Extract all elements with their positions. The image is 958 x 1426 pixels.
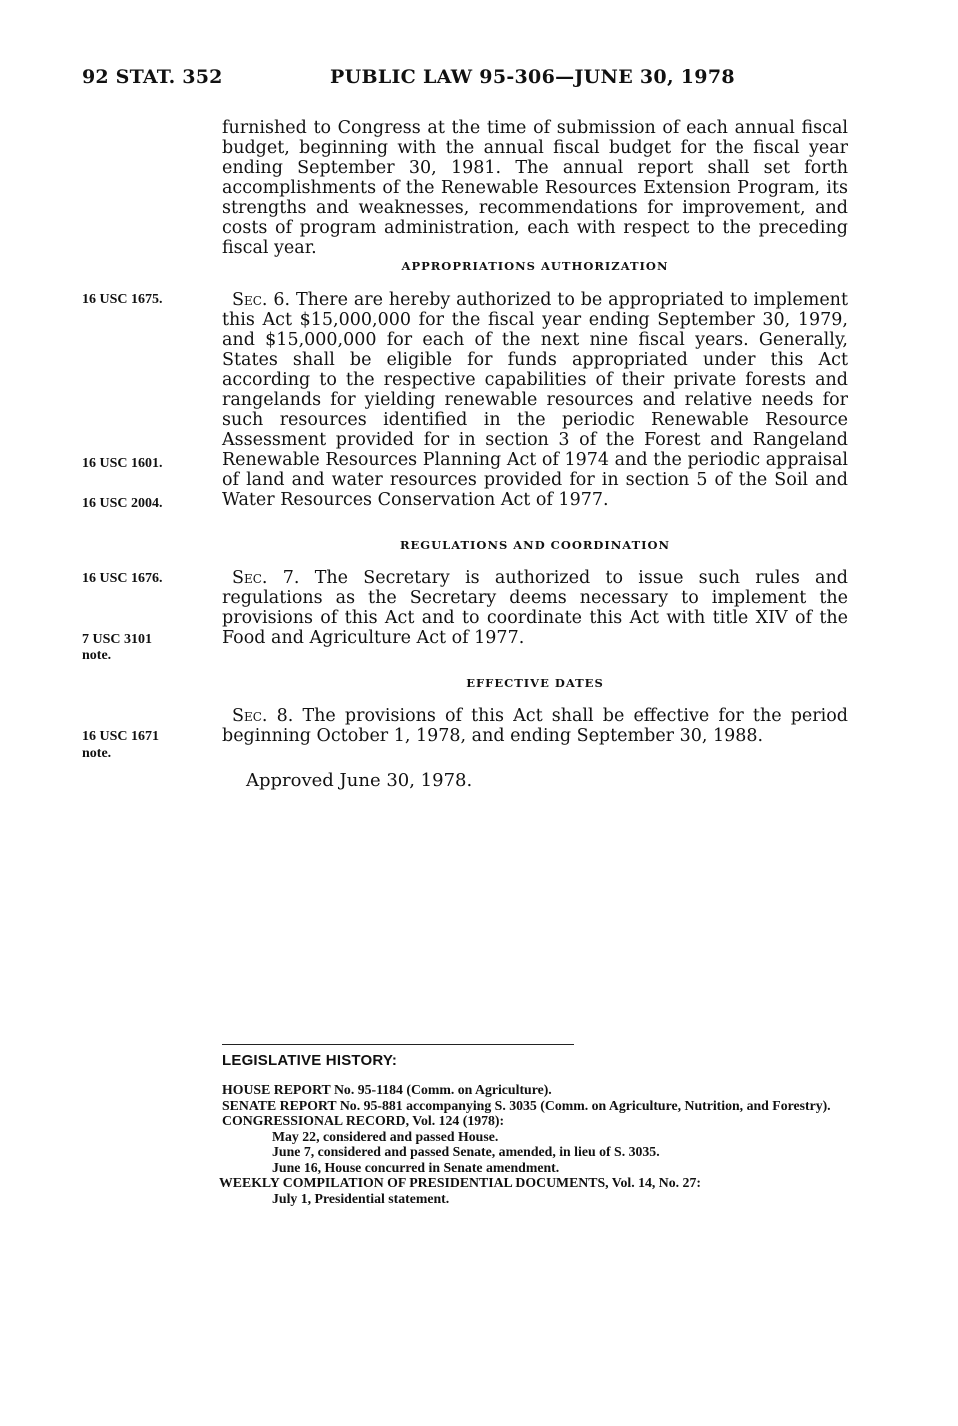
margin-note-16-usc-1675: 16 USC 1675. [82,292,163,307]
margin-note-16-usc-2004: 16 USC 2004. [82,496,163,511]
weekly-item: July 1, Presidential statement. [272,1190,450,1206]
margin-note-16-usc-1601: 16 USC 1601. [82,456,163,471]
section-8-paragraph [222,706,848,746]
record-item-3: June 16, House concurred in Senate amendment. [272,1159,560,1175]
section-6 [222,290,848,510]
page-header-title: PUBLIC LAW 95-306—JUNE 30, 1978 [330,66,735,88]
weekly-compilation: WEEKLY COMPILATION OF PRESIDENTIAL DOCUMENTS, Vol. 14, No. 27: [219,1175,701,1190]
legislative-history-divider [222,1044,574,1045]
legislative-history-title: LEGISLATIVE HISTORY: [222,1052,398,1069]
section-6-paragraph [222,290,848,510]
section-7 [222,568,848,648]
intro-paragraph [222,118,848,258]
section-7-paragraph [222,568,848,648]
margin-note-16-usc-1671: 16 USC 1671 [82,729,160,744]
section-8 [222,706,848,746]
section-heading-regulations: REGULATIONS AND COORDINATION [399,538,671,552]
section-7-text: The Secretary is authorized to issue such rules and regulations as the Secretary deems necessary to implement the provisions of this Act and to coordinate this Act with title XIV of the Food and Agriculture Act of 1977. [222,568,848,648]
record-item-1: May 22, considered and passed House. [272,1128,499,1144]
intro-paragraph-text: furnished to Congress at the time of submission of each annual fiscal budget, beginning with the annual fiscal budget for the fiscal year ending September 30, 1981. The annual report shall set forth accomplishments of the Renewable Resources Extension Program, its strengths and weaknesses, recommendations for improvement, and costs of program administration, each with respect to the preceding fiscal year. [222,118,848,258]
margin-note-note-2: note. [82,746,112,761]
section-6-text: There are hereby authorized to be appropriated to implement this Act $15,000,000 for the fiscal year ending September 30, 1979, and $15,000,000 for each of the next nine fiscal years. Generally, States shall be eligible for funds appropriated under this Act according to the respective capabilities of their private forests and rangelands for yielding renewable resources and relative needs for such resources identified in the periodic Renewable Resource Assessment provided for in section 3 of the Forest and Rangeland Renewable Resources Planning Act of 1974 and the periodic appraisal of land and water resources provided for in section 5 of the Soil and Water Resources Conservation Act of 1977. [222,290,848,510]
section-8-label: Sec. 8. [232,706,294,726]
congressional-record: CONGRESSIONAL RECORD, Vol. 124 (1978): [222,1113,505,1128]
section-6-label: Sec. 6. [232,290,291,310]
legislative-history-body [219,1082,862,1206]
section-8-text: The provisions of this Act shall be effective for the period beginning October 1, 1978, and ending September 30, 1988. [222,706,848,746]
record-item-2: June 7, considered and passed Senate, amended, in lieu of S. 3035. [272,1144,660,1159]
senate-report: SENATE REPORT No. 95-881 accompanying S. 3035 (Comm. on Agriculture, Nutrition, and Forestry). [222,1097,831,1113]
section-7-label: Sec. 7. [232,568,300,588]
margin-note-16-usc-1676: 16 USC 1676. [82,571,163,586]
approved-date: Approved June 30, 1978. [246,770,473,791]
margin-note-7-usc-3101: 7 USC 3101 [82,632,153,647]
section-heading-appropriations: APPROPRIATIONS AUTHORIZATION [401,259,669,273]
margin-note-note-1: note. [82,648,112,663]
house-report: HOUSE REPORT No. 95-1184 (Comm. on Agriculture). [222,1082,552,1097]
section-heading-effective-dates: EFFECTIVE DATES [466,676,604,690]
page-stat-number: 92 STAT. 352 [82,66,223,88]
